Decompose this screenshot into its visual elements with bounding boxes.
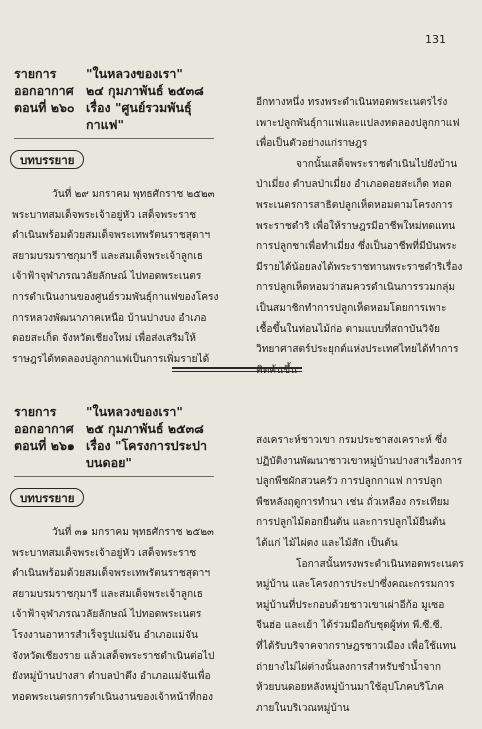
text-line: ห้วยบนดอยหลังหมู่บ้านมาใช้อุปโภคบริโภค [256, 682, 444, 694]
text-line: มีรายได้น้อยลงได้พระราชทานพระราชดำริเรื่อง [256, 261, 463, 273]
header-rule [14, 138, 214, 139]
text-line: เชื้อขึ้นในท่อนไม้ก่อ ตามแบบที่สถาบันวิจัย [256, 323, 441, 335]
text-line: จีนฮ่อ และเย้า ได้ร่วมมือกับชุดผู้ห่ท พี.ซี.ซี. [256, 620, 443, 632]
text-line: ป่าเมี่ยง ตำบลป่าเมี่ยง อำเภอดอยสะเก็ด ทอด [256, 179, 452, 191]
text-line: ที่ได้รับบริจาคจากราษฎรชาวเมือง เพื่อใช้แทน [256, 640, 457, 652]
header-label: ตอนที่ ๒๖๑ [14, 438, 75, 453]
header-label: ออกอากาศ [14, 421, 74, 436]
text-line: โรงงานอาหารสำเร็จรูปแม่จัน อำเภอแม่จัน [12, 629, 198, 641]
header-label: ตอนที่ ๒๖๐ [14, 100, 75, 115]
text-line: วันที่ ๓๑ มกราคม พุทธศักราช ๒๕๒๓ [52, 527, 214, 538]
header-row-airdate [14, 83, 204, 99]
text-line: การดำเนินงานของศูนย์รวมพันธุ์กาแฟของโครง [12, 291, 219, 303]
header-value: "ในหลวงของเรา" [86, 404, 183, 419]
page-number: 131 [425, 33, 446, 46]
text-line: สงเคราะห์ชาวเขา กรมประชาสงเคราะห์ ซึ่ง [256, 435, 448, 446]
text-line: ดำเนินพร้อมด้วยสมเด็จพระเทพรัตนราชสุดาฯ [12, 568, 211, 580]
text-line: สยามบรมราชกุมารี และสมเด็จพระเจ้าลูกเธ [12, 588, 203, 600]
text-line: หมู่บ้าน และโครงการประปาซึ่งคณะกรรมการ [256, 579, 455, 591]
text-line: ถ่ายางไม่ไผ่ต่างนั้นลงการสำหรับชำน้ำจาก [256, 661, 442, 673]
text-line: การหลวงพัฒนาภาคเหนือ บ้านปางบง อำเภอ [12, 312, 207, 324]
header-row-episode [14, 100, 192, 116]
text-line: วิทยาศาสตร์ประยุกต์แห่งประเทศไทยได้ทำการ [256, 344, 459, 356]
text-line: ดอยสะเก็ด จังหวัดเชียงใหม่ เพื่อส่งเสริมให้ [12, 333, 196, 345]
text-line: ปลูกพืชผักสวนครัว การปลูกกาแฟ การปลูก [256, 476, 443, 488]
text-line: พืชหลังฤดูการทำนา เช่น ถั่วเหลือง กระเทียม [256, 496, 450, 508]
text-line: จากนั้นเสด็จพระราชดำเนินไปยังบ้าน [296, 158, 458, 170]
text-line: ทอดพระเนตรการดำเนินงานของเจ้าหน้าที่กอง [12, 691, 214, 703]
text-line: อีกทางหนึ่ง ทรงพระดำเนินทอดพระเนตรไร่ง [256, 97, 448, 108]
text-line: จังหวัดเชียงราย แล้วเสด็จพระราชดำเนินต่อไป [12, 650, 215, 662]
text-line: พระราชดำริ เพื่อให้ราษฎรมีอาชีพใหม่ทดแทน [256, 220, 456, 232]
header-value: เรื่อง "ศูนย์รวมพันธุ์ [86, 100, 192, 115]
text-line: พระบาทสมเด็จพระเจ้าอยู่หัว เสด็จพระราช [12, 209, 197, 221]
header-row-airdate [14, 421, 204, 437]
text-line: ยังหมู่บ้านปางสา ตำบลป่าตึง อำเภอแม่จันเพื่อ [12, 671, 211, 683]
header-label: ออกอากาศ [14, 83, 74, 98]
text-line: สยามบรมราชกุมารี และสมเด็จพระเจ้าลูกเธ [12, 250, 203, 262]
text-line: ปฏิบัติงานพัฒนาชาวเขาหมู่บ้านปางสาเรื่องการ [256, 455, 463, 467]
text-line: เจ้าฟ้าจุฬาภรณวลัยลักษณ์ ไปทอดพระเนตร [12, 271, 202, 283]
text-line: โอกาสนั้นทรงพระดำเนินทอดพระเนตร [296, 558, 464, 570]
text-line: พระบาทสมเด็จพระเจ้าอยู่หัว เสด็จพระราช [12, 547, 197, 559]
section-divider [172, 367, 302, 372]
header-row-title-cont [14, 455, 132, 471]
text-line: เจ้าฟ้าจุฬาภรณวลัยลักษณ์ ไปทอดพระเนตร [12, 609, 202, 621]
text-line: เพื่อเป็นตัวอย่างแก่ราษฎร [256, 138, 368, 150]
right-column [256, 93, 468, 381]
text-line: การปลูกไม้ดอกยืนต้น และการปลูกไม้ยืนต้น [256, 517, 446, 529]
text-line: หมู่บ้านที่ประกอบด้วยชาวเขาเผ่าอีก้อ มูเซอ [256, 599, 445, 611]
header-value: เรื่อง "โครงการประปา [86, 438, 207, 453]
header-value: ๒๕ กุมภาพันธ์ ๒๕๓๘ [86, 421, 204, 436]
text-line: ภายในบริเวณหมู่บ้าน [256, 702, 350, 714]
header-value: กาแฟ" [86, 117, 125, 132]
left-column [12, 523, 224, 708]
header-row-title-cont [14, 117, 124, 133]
header-row-program [14, 404, 183, 420]
header-row-program [14, 66, 183, 82]
text-line: การปลูกชาเพื่อทำเมี่ยง ซึ่งเป็นอาชีพที่มีบันพระ [256, 241, 457, 253]
text-line: ดำเนินพร้อมด้วยสมเด็จพระเทพรัตนราชสุดาฯ [12, 230, 211, 242]
text-line: ราษฎรได้ทดลองปลูกกาแฟเป็นการเพิ่มรายได้ [12, 353, 210, 365]
text-line: เพาะปลูกพันธุ์กาแฟและแปลงทดลองปลูกกาแฟ [256, 117, 460, 129]
narration-badge: บทบรรยาย [10, 150, 84, 169]
text-line: ได้แก่ ไม้ไผ่ตง และไม้สัก เป็นต้น [256, 537, 398, 549]
narration-badge: บทบรรยาย [10, 488, 84, 507]
left-column [12, 185, 224, 370]
header-rule [14, 476, 214, 477]
text-line: การปลูกเห็ดหอมว่าสมควรดำเนินการรวมกลุ่ม [256, 282, 456, 294]
right-column [256, 431, 468, 719]
header-label: รายการ [14, 66, 57, 81]
header-value: บนดอย" [86, 455, 132, 470]
header-value: ๒๔ กุมภาพันธ์ ๒๕๓๘ [86, 83, 204, 98]
header-label: รายการ [14, 404, 57, 419]
text-line: วันที่ ๒๙ มกราคม พุทธศักราช ๒๕๒๓ [52, 189, 215, 200]
text-line: เป็นสมาชิกทำการปลูกเห็ดหอมโดยการเพาะ [256, 302, 447, 314]
text-line: พระเนตรการสาธิตปลูกเห็ดหอมตามโครงการ [256, 199, 453, 211]
header-row-episode [14, 438, 207, 454]
header-value: "ในหลวงของเรา" [86, 66, 183, 81]
